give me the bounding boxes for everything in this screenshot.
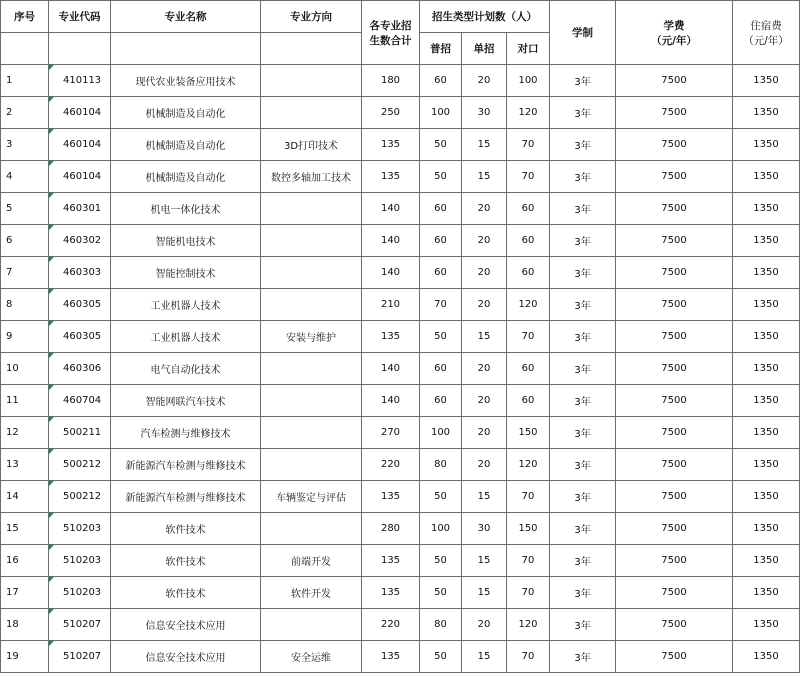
header-total-line2: 生数合计 [369,34,412,47]
total-cell: 135 [362,129,420,161]
general-cell: 60 [420,257,462,289]
table-row [1,321,800,353]
tuition-cell: 7500 [616,449,733,481]
single-cell: 15 [462,481,507,513]
general-cell: 100 [420,97,462,129]
duration-cell: 3年 [550,609,616,641]
code-cell: 510207 [49,609,111,641]
seq-cell: 7 [1,257,49,289]
duration-cell: 3年 [550,641,616,673]
duration-cell: 3年 [550,385,616,417]
table-row [1,353,800,385]
general-cell: 50 [420,129,462,161]
general-cell: 50 [420,161,462,193]
table-row [1,545,800,577]
header-empty-cell [261,33,362,65]
code-cell: 410113 [49,65,111,97]
table-row [1,289,800,321]
single-cell: 20 [462,193,507,225]
table-row [1,225,800,257]
single-cell: 20 [462,225,507,257]
tuition-cell: 7500 [616,321,733,353]
duration-cell: 3年 [550,257,616,289]
duration-cell: 3年 [550,577,616,609]
single-cell: 15 [462,129,507,161]
dorm-cell: 1350 [733,321,800,353]
general-cell: 50 [420,545,462,577]
code-cell: 460303 [49,257,111,289]
general-cell: 80 [420,449,462,481]
dorm-cell: 1350 [733,193,800,225]
direction-cell [261,513,362,545]
header-general: 普招 [420,33,462,65]
name-cell: 智能控制技术 [111,257,261,289]
header-tuition-line1: 学费 [663,19,685,32]
total-cell: 140 [362,257,420,289]
total-cell: 140 [362,353,420,385]
counterpart-cell: 70 [507,545,550,577]
total-cell: 210 [362,289,420,321]
tuition-cell: 7500 [616,353,733,385]
dorm-cell: 1350 [733,449,800,481]
total-cell: 270 [362,417,420,449]
tuition-cell: 7500 [616,65,733,97]
general-cell: 50 [420,577,462,609]
name-cell: 信息安全技术应用 [111,641,261,673]
duration-cell: 3年 [550,65,616,97]
table-row [1,65,800,97]
dorm-cell: 1350 [733,545,800,577]
header-direction: 专业方向 [261,1,362,33]
dorm-cell: 1350 [733,289,800,321]
direction-cell [261,609,362,641]
tuition-cell: 7500 [616,609,733,641]
single-cell: 20 [462,385,507,417]
table-row [1,481,800,513]
seq-cell: 3 [1,129,49,161]
code-cell: 510203 [49,513,111,545]
total-cell: 135 [362,321,420,353]
single-cell: 15 [462,577,507,609]
table-row [1,609,800,641]
name-cell: 智能机电技术 [111,225,261,257]
name-cell: 汽车检测与维修技术 [111,417,261,449]
duration-cell: 3年 [550,449,616,481]
total-cell: 135 [362,641,420,673]
tuition-cell: 7500 [616,161,733,193]
duration-cell: 3年 [550,545,616,577]
seq-cell: 16 [1,545,49,577]
table-row [1,193,800,225]
code-cell: 460305 [49,321,111,353]
general-cell: 60 [420,225,462,257]
direction-cell [261,193,362,225]
dorm-cell: 1350 [733,417,800,449]
code-cell: 460302 [49,225,111,257]
table-row [1,385,800,417]
tuition-cell: 7500 [616,417,733,449]
direction-cell [261,417,362,449]
code-cell: 460104 [49,97,111,129]
duration-cell: 3年 [550,321,616,353]
single-cell: 20 [462,449,507,481]
dorm-cell: 1350 [733,257,800,289]
single-cell: 20 [462,65,507,97]
table-row [1,161,800,193]
table-row [1,449,800,481]
dorm-cell: 1350 [733,577,800,609]
tuition-cell: 7500 [616,577,733,609]
code-cell: 460301 [49,193,111,225]
single-cell: 20 [462,353,507,385]
counterpart-cell: 100 [507,65,550,97]
seq-cell: 12 [1,417,49,449]
direction-cell [261,449,362,481]
header-seq: 序号 [1,1,49,33]
counterpart-cell: 70 [507,481,550,513]
name-cell: 信息安全技术应用 [111,609,261,641]
name-cell: 电气自动化技术 [111,353,261,385]
dorm-cell: 1350 [733,641,800,673]
duration-cell: 3年 [550,193,616,225]
seq-cell: 19 [1,641,49,673]
total-cell: 250 [362,97,420,129]
name-cell: 软件技术 [111,577,261,609]
general-cell: 70 [420,289,462,321]
general-cell: 50 [420,321,462,353]
single-cell: 20 [462,417,507,449]
tuition-cell: 7500 [616,641,733,673]
tuition-cell: 7500 [616,97,733,129]
counterpart-cell: 120 [507,449,550,481]
seq-cell: 15 [1,513,49,545]
counterpart-cell: 70 [507,641,550,673]
seq-cell: 5 [1,193,49,225]
general-cell: 60 [420,65,462,97]
dorm-cell: 1350 [733,161,800,193]
header-dorm [733,1,800,65]
name-cell: 机械制造及自动化 [111,129,261,161]
counterpart-cell: 60 [507,385,550,417]
direction-cell: 软件开发 [261,577,362,609]
direction-cell [261,289,362,321]
header-duration: 学制 [550,1,616,65]
total-cell: 135 [362,545,420,577]
general-cell: 50 [420,641,462,673]
general-cell: 100 [420,417,462,449]
general-cell: 50 [420,481,462,513]
table-body [1,65,800,673]
header-single: 单招 [462,33,507,65]
name-cell: 工业机器人技术 [111,321,261,353]
tuition-cell: 7500 [616,257,733,289]
name-cell: 机械制造及自动化 [111,161,261,193]
name-cell: 工业机器人技术 [111,289,261,321]
dorm-cell: 1350 [733,225,800,257]
total-cell: 220 [362,609,420,641]
dorm-cell: 1350 [733,353,800,385]
general-cell: 100 [420,513,462,545]
general-cell: 80 [420,609,462,641]
direction-cell: 车辆鉴定与评估 [261,481,362,513]
tuition-cell: 7500 [616,385,733,417]
name-cell: 新能源汽车检测与维修技术 [111,481,261,513]
general-cell: 60 [420,353,462,385]
single-cell: 15 [462,545,507,577]
header-dorm-line1: 住宿费 [750,19,782,32]
table-row [1,257,800,289]
total-cell: 180 [362,65,420,97]
duration-cell: 3年 [550,481,616,513]
dorm-cell: 1350 [733,385,800,417]
name-cell: 智能网联汽车技术 [111,385,261,417]
header-dorm-line2: （元/年） [743,34,789,47]
tuition-cell: 7500 [616,289,733,321]
total-cell: 135 [362,577,420,609]
counterpart-cell: 120 [507,609,550,641]
total-cell: 280 [362,513,420,545]
duration-cell: 3年 [550,225,616,257]
single-cell: 30 [462,97,507,129]
seq-cell: 18 [1,609,49,641]
duration-cell: 3年 [550,289,616,321]
code-cell: 500212 [49,449,111,481]
total-cell: 220 [362,449,420,481]
name-cell: 机电一体化技术 [111,193,261,225]
dorm-cell: 1350 [733,97,800,129]
header-empty-cell [1,33,49,65]
direction-cell: 数控多轴加工技术 [261,161,362,193]
dorm-cell: 1350 [733,65,800,97]
name-cell: 现代农业装备应用技术 [111,65,261,97]
total-cell: 140 [362,225,420,257]
header-name: 专业名称 [111,1,261,33]
duration-cell: 3年 [550,97,616,129]
name-cell: 机械制造及自动化 [111,97,261,129]
single-cell: 20 [462,257,507,289]
code-cell: 500211 [49,417,111,449]
single-cell: 15 [462,321,507,353]
code-cell: 460306 [49,353,111,385]
header-code: 专业代码 [49,1,111,33]
direction-cell: 安装与维护 [261,321,362,353]
counterpart-cell: 70 [507,577,550,609]
direction-cell: 前端开发 [261,545,362,577]
code-cell: 510207 [49,641,111,673]
table-row [1,577,800,609]
seq-cell: 10 [1,353,49,385]
name-cell: 软件技术 [111,513,261,545]
general-cell: 60 [420,385,462,417]
tuition-cell: 7500 [616,481,733,513]
seq-cell: 1 [1,65,49,97]
seq-cell: 14 [1,481,49,513]
total-cell: 135 [362,481,420,513]
counterpart-cell: 60 [507,225,550,257]
single-cell: 30 [462,513,507,545]
header-total [362,1,420,65]
header-total-line1: 各专业招 [369,19,412,32]
single-cell: 20 [462,289,507,321]
direction-cell: 安全运维 [261,641,362,673]
seq-cell: 17 [1,577,49,609]
seq-cell: 6 [1,225,49,257]
table-row [1,417,800,449]
single-cell: 15 [462,641,507,673]
seq-cell: 11 [1,385,49,417]
table-row [1,129,800,161]
duration-cell: 3年 [550,417,616,449]
counterpart-cell: 150 [507,513,550,545]
table-row [1,97,800,129]
dorm-cell: 1350 [733,609,800,641]
code-cell: 510203 [49,545,111,577]
header-empty-cell [49,33,111,65]
seq-cell: 4 [1,161,49,193]
duration-cell: 3年 [550,353,616,385]
code-cell: 460704 [49,385,111,417]
header-tuition [616,1,733,65]
counterpart-cell: 120 [507,289,550,321]
dorm-cell: 1350 [733,513,800,545]
total-cell: 140 [362,193,420,225]
direction-cell [261,385,362,417]
counterpart-cell: 70 [507,321,550,353]
tuition-cell: 7500 [616,513,733,545]
tuition-cell: 7500 [616,545,733,577]
code-cell: 460104 [49,161,111,193]
direction-cell: 3D打印技术 [261,129,362,161]
counterpart-cell: 60 [507,257,550,289]
seq-cell: 2 [1,97,49,129]
single-cell: 15 [462,161,507,193]
total-cell: 135 [362,161,420,193]
counterpart-cell: 120 [507,97,550,129]
dorm-cell: 1350 [733,481,800,513]
direction-cell [261,97,362,129]
table-row [1,513,800,545]
counterpart-cell: 150 [507,417,550,449]
table-row [1,641,800,673]
code-cell: 510203 [49,577,111,609]
tuition-cell: 7500 [616,193,733,225]
direction-cell [261,257,362,289]
header-row [1,1,800,33]
header-plan-group: 招生类型计划数（人） [420,1,550,33]
direction-cell [261,225,362,257]
tuition-cell: 7500 [616,225,733,257]
duration-cell: 3年 [550,513,616,545]
direction-cell [261,65,362,97]
code-cell: 460104 [49,129,111,161]
counterpart-cell: 70 [507,161,550,193]
seq-cell: 9 [1,321,49,353]
tuition-cell: 7500 [616,129,733,161]
duration-cell: 3年 [550,129,616,161]
header-empty-cell [111,33,261,65]
counterpart-cell: 60 [507,193,550,225]
name-cell: 新能源汽车检测与维修技术 [111,449,261,481]
header-tuition-line2: （元/年） [651,34,697,47]
code-cell: 460305 [49,289,111,321]
header-counterpart: 对口 [507,33,550,65]
code-cell: 500212 [49,481,111,513]
counterpart-cell: 60 [507,353,550,385]
duration-cell: 3年 [550,161,616,193]
counterpart-cell: 70 [507,129,550,161]
dorm-cell: 1350 [733,129,800,161]
general-cell: 60 [420,193,462,225]
single-cell: 20 [462,609,507,641]
seq-cell: 8 [1,289,49,321]
seq-cell: 13 [1,449,49,481]
direction-cell [261,353,362,385]
total-cell: 140 [362,385,420,417]
name-cell: 软件技术 [111,545,261,577]
